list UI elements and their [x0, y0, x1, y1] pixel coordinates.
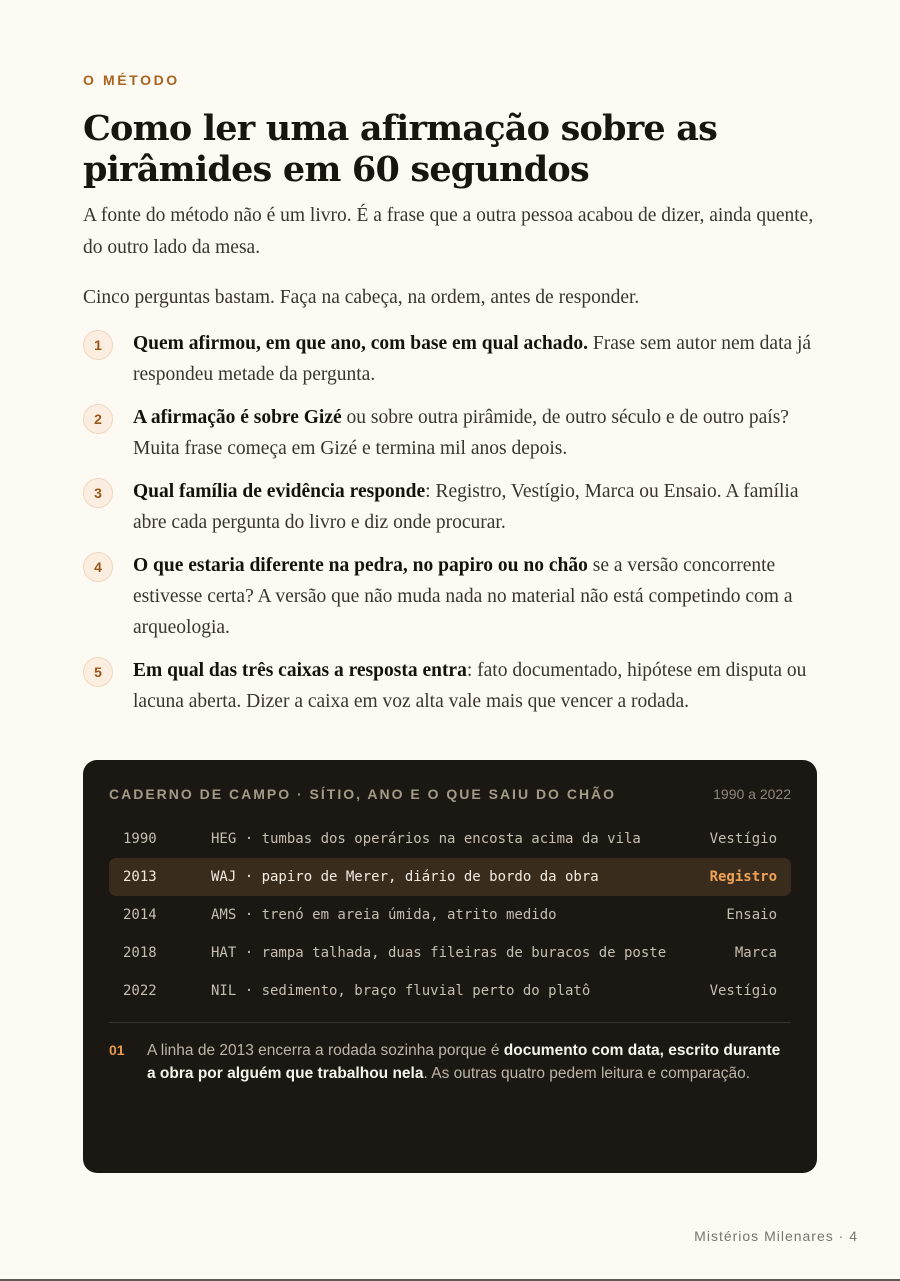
step-number: 2 — [83, 404, 113, 434]
step-item — [83, 655, 817, 717]
row-family: Vestígio — [709, 831, 777, 847]
row-year: 2013 — [123, 869, 157, 885]
footnote-number: 01 — [109, 1042, 125, 1058]
step-rest: se a versão concorrente estivesse certa? A versão que não muda nada no material não está competindo com a arqueologia. — [133, 555, 793, 638]
footnote-post: . As outras quatro pedem leitura e comparação. — [423, 1065, 751, 1082]
card-divider — [109, 1022, 791, 1023]
row-family: Marca — [734, 945, 777, 961]
row-description: HAT · rampa talhada, duas fileiras de buracos de poste — [211, 945, 667, 961]
row-year: 2018 — [123, 945, 157, 961]
row-family: Vestígio — [709, 983, 777, 999]
page-title: Como ler uma afirmação sobre as pirâmides em 60 segundos — [83, 108, 717, 190]
footnote-bold: documento com data, escrito durante a obra por alguém que trabalhou nela — [147, 1042, 781, 1082]
row-description: WAJ · papiro de Merer, diário de bordo da obra — [211, 869, 599, 885]
step-number: 5 — [83, 657, 113, 687]
step-number: 3 — [83, 478, 113, 508]
step-item — [83, 476, 817, 538]
card-footnote — [109, 1039, 791, 1085]
page-content — [83, 72, 817, 729]
step-bold: Em qual das três caixas a resposta entra — [133, 660, 467, 681]
steps-list — [83, 328, 817, 717]
table-row — [109, 820, 791, 858]
step-text — [133, 328, 817, 390]
table-row — [109, 972, 791, 1010]
lead-paragraph: A fonte do método não é um livro. É a frase que a outra pessoa acabou de dizer, ainda quente, do outro lado da mesa. — [83, 205, 814, 258]
card-header — [109, 786, 791, 802]
step-bold: Qual família de evidência responde — [133, 481, 426, 502]
row-family: Registro — [709, 869, 777, 885]
row-year: 2014 — [123, 907, 157, 923]
table-row-highlighted — [109, 858, 791, 896]
footnote-text — [147, 1039, 791, 1085]
step-item — [83, 550, 817, 643]
step-item — [83, 402, 817, 464]
card-date-range: 1990 a 2022 — [713, 786, 791, 802]
table-row — [109, 934, 791, 972]
step-number: 1 — [83, 330, 113, 360]
page-footer: Mistérios Milenares · 4 — [694, 1228, 858, 1244]
step-text — [133, 655, 817, 717]
step-rest: : Registro, Vestígio, Marca ou Ensaio. A família abre cada pergunta do livro e diz onde procurar. — [133, 481, 799, 533]
step-bold: Quem afirmou, em que ano, com base em qual achado. — [133, 333, 588, 354]
row-description: NIL · sedimento, braço fluvial perto do platô — [211, 983, 591, 999]
step-text — [133, 476, 817, 538]
row-description: AMS · trenó em areia úmida, atrito medido — [211, 907, 557, 923]
card-title: CADERNO DE CAMPO · SÍTIO, ANO E O QUE SAIU DO CHÃO — [109, 786, 617, 802]
step-bold: O que estaria diferente na pedra, no papiro ou no chão — [133, 555, 588, 576]
lead-paragraph-2: Cinco perguntas bastam. Faça na cabeça, na ordem, antes de responder. — [83, 287, 640, 308]
notebook-rows — [109, 820, 791, 1010]
step-text — [133, 550, 817, 643]
step-rest: ou sobre outra pirâmide, de outro século e de outro país? Muita frase começa em Gizé e termina mil anos depois. — [133, 407, 789, 459]
row-year: 1990 — [123, 831, 157, 847]
step-item — [83, 328, 817, 390]
step-text — [133, 402, 817, 464]
field-notebook-card — [83, 760, 817, 1173]
step-bold: A afirmação é sobre Gizé — [133, 407, 342, 428]
row-description: HEG · tumbas dos operários na encosta acima da vila — [211, 831, 641, 847]
table-row — [109, 896, 791, 934]
footnote-pre: A linha de 2013 encerra a rodada sozinha porque é — [147, 1042, 504, 1059]
step-rest: Frase sem autor nem data já respondeu metade da pergunta. — [133, 333, 812, 385]
row-year: 2022 — [123, 983, 157, 999]
row-family: Ensaio — [726, 907, 777, 923]
section-eyebrow: O MÉTODO — [83, 72, 180, 88]
step-number: 4 — [83, 552, 113, 582]
step-rest: : fato documentado, hipótese em disputa ou lacuna aberta. Dizer a caixa em voz alta vale mais que vencer a rodada. — [133, 660, 807, 712]
